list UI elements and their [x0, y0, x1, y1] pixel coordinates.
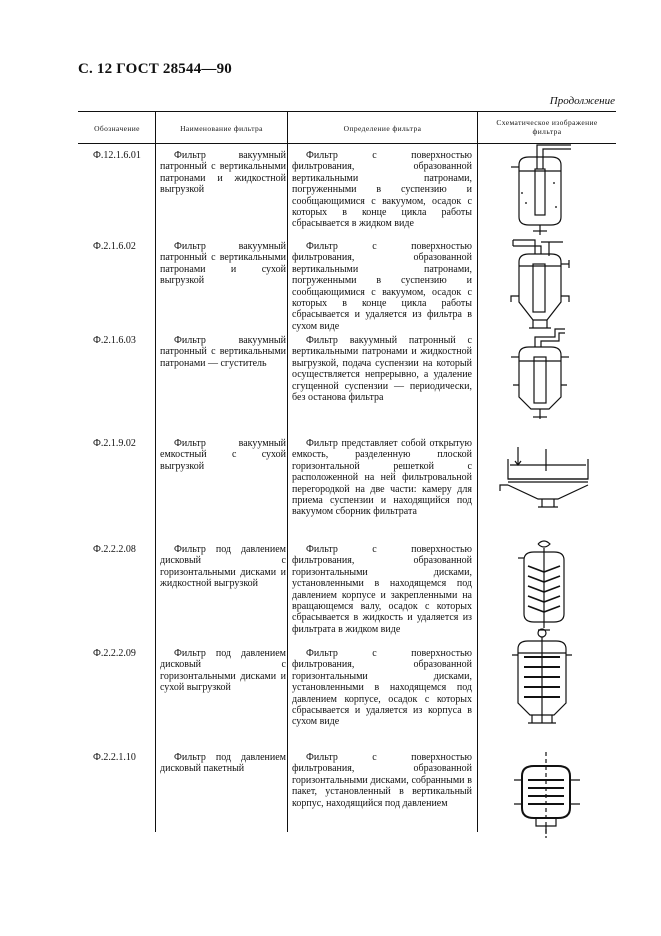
cartridge-filter-liquid-discharge-diagram — [505, 143, 585, 238]
row-name — [160, 544, 286, 590]
cartridge-thickener-diagram — [505, 327, 585, 427]
row-code: Ф.2.1.6.03 — [93, 335, 136, 346]
header-name: Наименование фильтра — [180, 124, 263, 133]
header-scheme-line2: фильтра — [532, 127, 562, 136]
row-code: Ф.2.2.2.09 — [93, 648, 136, 659]
column-divider — [477, 112, 478, 832]
row-name-text: Фильтр вакуумный патронный с вертикальными патронами и жидкостной выгрузкой — [160, 150, 286, 196]
header-scheme-line1: Схематическое изображение — [496, 118, 598, 127]
row-name-text: Фильтр вакуумный патронный с вертикальными патронами — сгуститель — [160, 335, 286, 369]
row-name-text: Фильтр под давлением дисковый с горизонтальными дисками и жидкостной выгрузкой — [160, 544, 286, 590]
row-name-text: Фильтр вакуумный патронный с вертикальными патронами и сухой выгрузкой — [160, 241, 286, 287]
row-name — [160, 438, 286, 472]
filter-scheme — [508, 752, 588, 847]
column-divider — [155, 112, 156, 832]
page-title: С. 12 ГОСТ 28544—90 — [78, 61, 232, 77]
row-definition-text: Фильтр с поверхностью фильтрования, образованной горизонтальными дисками, установленными в находящемся под давлением корпусе, осадок с которых сбрасывается и удаляется из корпуса в сухом виде — [292, 648, 472, 728]
filter-scheme — [508, 625, 582, 740]
row-code: Ф.2.1.6.02 — [93, 241, 136, 252]
row-definition — [292, 335, 472, 403]
column-divider — [287, 112, 288, 832]
row-definition-text: Фильтр с поверхностью фильтрования, образованной горизонтальными дисками, установленными в находящемся под давлением корпусе и закрепленными на вращающемся валу, осадок с которых сбрасывается в жидкость и удаляется из фильтрата в жидком виде — [292, 544, 472, 635]
vacuum-tank-filter-diagram — [498, 445, 598, 515]
row-name — [160, 335, 286, 369]
row-definition — [292, 438, 472, 518]
row-definition — [292, 150, 472, 230]
row-definition — [292, 544, 472, 635]
row-definition-text: Фильтр с поверхностью фильтрования, образованной вертикальными патронами, погруженными в суспензию и сообщающимися с вакуумом, осадок с которых в конце цикла работы сбрасывается в жидком виде — [292, 150, 472, 230]
row-name-text: Фильтр вакуумный емкостный с сухой выгрузкой — [160, 438, 286, 472]
filter-scheme — [498, 445, 598, 520]
row-definition-text: Фильтр с поверхностью фильтрования, образованной горизонтальными дисками, собранными в пакет, установленный в вертикальный корпус, находящийся под давлением — [292, 752, 472, 809]
row-definition-text: Фильтр с поверхностью фильтрования, образованной вертикальными патронами, погруженными в суспензию и сообщающимися с вакуумом, осадок с которых в конце цикла работы сбрасывается и удаляется из фильтра в сухом виде — [292, 241, 472, 332]
row-definition — [292, 648, 472, 728]
disk-filter-liquid-discharge-diagram — [510, 538, 580, 638]
row-code: Ф.12.1.6.01 — [93, 150, 141, 161]
row-code: Ф.2.2.1.10 — [93, 752, 136, 763]
row-name-text: Фильтр под давлением дисковый пакетный — [160, 752, 286, 775]
row-definition-text: Фильтр вакуумный патронный с вертикальными патронами и жидкостной выгрузкой, подача суспензии на который осуществляется непрерывно, а удаление сгущенной суспензии — периодически, без останова фильтра — [292, 335, 472, 404]
header-code: Обозначение — [94, 124, 140, 133]
filter-scheme — [505, 236, 585, 341]
row-name — [160, 241, 286, 287]
row-name — [160, 752, 286, 775]
table-top-rule — [78, 111, 616, 112]
cartridge-filter-dry-discharge-diagram — [505, 236, 585, 336]
row-name — [160, 150, 286, 196]
row-code: Ф.2.1.9.02 — [93, 438, 136, 449]
row-definition-text: Фильтр представляет собой открытую емкость, разделенную плоской горизонтальной решеткой с расположенной на ней фильтровальной перегородкой на две части: камеру для приема суспензии и находящийся под вакуумом сборник фильтрата — [292, 438, 472, 518]
header-definition: Определение фильтра — [343, 124, 422, 133]
header-scheme — [479, 118, 615, 136]
row-name — [160, 648, 286, 694]
row-definition — [292, 752, 472, 809]
row-name-text: Фильтр под давлением дисковый с горизонтальными дисками и сухой выгрузкой — [160, 648, 286, 694]
continued-label: Продолжение — [549, 95, 615, 107]
filter-scheme — [505, 143, 585, 243]
disk-filter-dry-discharge-diagram — [508, 625, 582, 735]
row-code: Ф.2.2.2.08 — [93, 544, 136, 555]
packet-disk-filter-diagram — [508, 752, 588, 842]
row-definition — [292, 241, 472, 332]
filter-scheme — [505, 327, 585, 432]
